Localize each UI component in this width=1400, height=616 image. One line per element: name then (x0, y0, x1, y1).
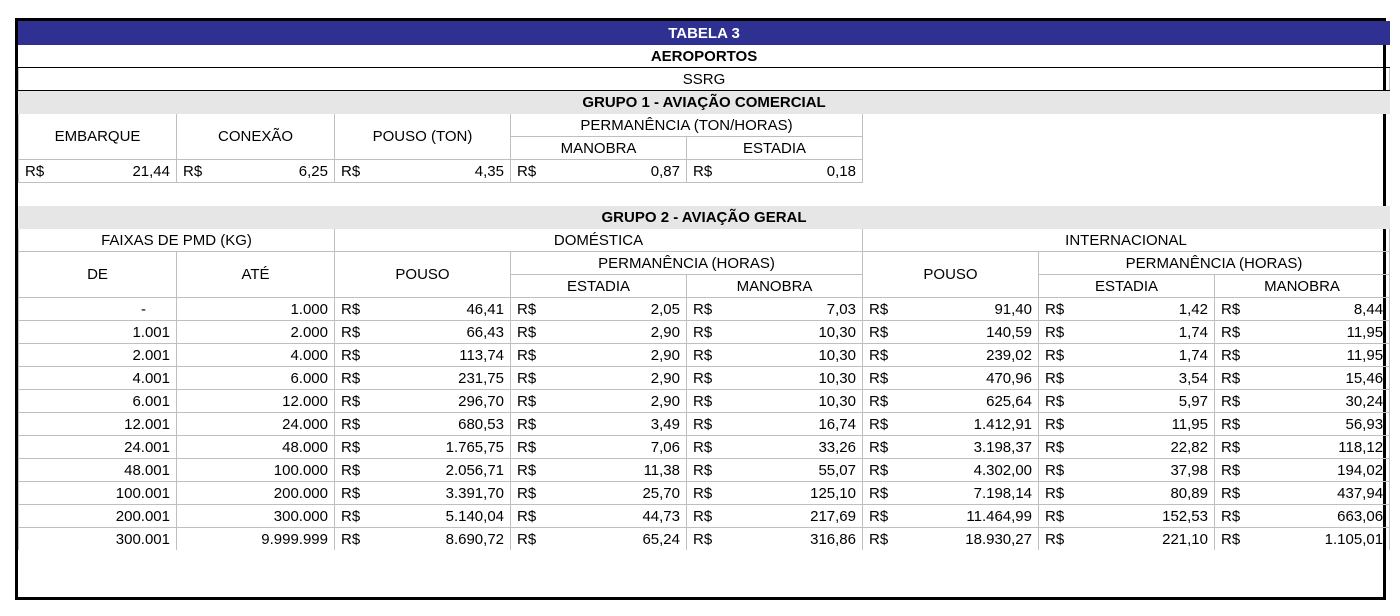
currency-symbol: R$ (869, 484, 889, 502)
fee-i-manobra (1215, 321, 1390, 344)
currency-symbol: R$ (341, 415, 361, 433)
range-from: 12.001 (19, 413, 177, 436)
header-int-estadia: ESTADIA (1039, 275, 1215, 298)
fee-i-pouso (863, 413, 1039, 436)
amount: 437,94 (1337, 484, 1384, 502)
fee-d-manobra (687, 482, 863, 505)
fee-i-pouso (863, 459, 1039, 482)
fee-d-estadia (511, 436, 687, 459)
range-from: 1.001 (19, 321, 177, 344)
range-to: 48.000 (177, 436, 335, 459)
amount: 194,02 (1337, 461, 1384, 479)
currency-symbol: R$ (869, 346, 889, 364)
tariff-table (18, 21, 1390, 550)
table-row (19, 482, 1390, 505)
airport-code: SSRG (19, 68, 1390, 91)
range-from: - (19, 298, 177, 321)
fee-i-pouso (863, 505, 1039, 528)
header-g1-manobra: MANOBRA (511, 137, 687, 160)
fee-i-manobra (1215, 367, 1390, 390)
range-to: 100.000 (177, 459, 335, 482)
fee-d-pouso (335, 413, 511, 436)
amount: 1.105,01 (1324, 530, 1384, 548)
amount: 118,12 (1338, 438, 1384, 456)
fee-d-pouso (335, 390, 511, 413)
currency-symbol: R$ (869, 300, 889, 318)
g1-value-manobra (511, 160, 687, 183)
range-to: 300.000 (177, 505, 335, 528)
amount: 3,49 (650, 415, 680, 433)
fee-i-manobra (1215, 436, 1390, 459)
currency-symbol: R$ (693, 300, 713, 318)
currency-symbol: R$ (693, 530, 713, 548)
amount: 8,44 (1353, 300, 1384, 318)
amount: 11.464,99 (966, 507, 1032, 525)
fee-i-manobra (1215, 298, 1390, 321)
table-row (19, 505, 1390, 528)
currency-symbol: R$ (341, 369, 361, 387)
amount: 1,74 (1178, 346, 1208, 364)
currency-symbol: R$ (1045, 530, 1065, 548)
amount: 316,86 (810, 530, 856, 548)
header-int-permanencia: PERMANÊNCIA (HORAS) (1039, 252, 1390, 275)
currency-symbol: R$ (693, 415, 713, 433)
currency-symbol: R$ (1045, 369, 1065, 387)
amount: 1,74 (1178, 323, 1208, 341)
g1-value-conexao (177, 160, 335, 183)
currency-symbol: R$ (517, 392, 537, 410)
fee-i-estadia (1039, 321, 1215, 344)
fee-i-pouso (863, 436, 1039, 459)
amount: 10,30 (818, 323, 856, 341)
amount: 10,30 (818, 369, 856, 387)
header-permanencia-ton-horas: PERMANÊNCIA (TON/HORAS) (511, 114, 863, 137)
fee-i-manobra (1215, 413, 1390, 436)
currency-symbol: R$ (693, 162, 713, 180)
fee-d-estadia (511, 459, 687, 482)
fee-d-pouso (335, 367, 511, 390)
table-row (19, 528, 1390, 551)
currency-symbol: R$ (1045, 392, 1065, 410)
fee-d-manobra (687, 298, 863, 321)
fee-d-estadia (511, 505, 687, 528)
table-title: TABELA 3 (19, 22, 1390, 45)
fee-i-pouso (863, 482, 1039, 505)
fee-d-pouso (335, 436, 511, 459)
range-from: 100.001 (19, 482, 177, 505)
amount: 625,64 (986, 392, 1032, 410)
currency-symbol: R$ (341, 323, 361, 341)
currency-symbol: R$ (1045, 346, 1065, 364)
fee-d-pouso (335, 298, 511, 321)
range-to: 200.000 (177, 482, 335, 505)
fee-d-manobra (687, 321, 863, 344)
header-internacional: INTERNACIONAL (863, 229, 1390, 252)
g1-value-embarque (19, 160, 177, 183)
currency-symbol: R$ (1045, 323, 1065, 341)
amount: 2,90 (650, 323, 680, 341)
amount: 113,74 (459, 346, 504, 364)
amount: 30,24 (1345, 392, 1384, 410)
fee-d-manobra (687, 505, 863, 528)
fee-i-manobra (1215, 390, 1390, 413)
currency-symbol: R$ (693, 438, 713, 456)
range-from: 6.001 (19, 390, 177, 413)
fee-d-estadia (511, 482, 687, 505)
amount: 7,03 (826, 300, 856, 318)
range-to: 24.000 (177, 413, 335, 436)
amount: 2.056,71 (445, 461, 504, 479)
amount: 1,42 (1178, 300, 1208, 318)
currency-symbol: R$ (693, 392, 713, 410)
header-int-pouso: POUSO (863, 252, 1039, 298)
fee-d-manobra (687, 528, 863, 551)
amount: 470,96 (986, 369, 1032, 387)
currency-symbol: R$ (341, 507, 361, 525)
currency-symbol: R$ (1045, 415, 1065, 433)
amount: 18.930,27 (965, 530, 1032, 548)
fee-d-estadia (511, 528, 687, 551)
header-dom-pouso: POUSO (335, 252, 511, 298)
currency-symbol: R$ (1221, 415, 1241, 433)
currency-symbol: R$ (1221, 346, 1241, 364)
fee-d-pouso (335, 482, 511, 505)
fee-i-estadia (1039, 390, 1215, 413)
currency-symbol: R$ (1221, 507, 1241, 525)
currency-symbol: R$ (693, 369, 713, 387)
amount: 2,05 (650, 300, 680, 318)
range-to: 2.000 (177, 321, 335, 344)
amount: 11,95 (1346, 346, 1384, 364)
fee-d-estadia (511, 298, 687, 321)
range-from: 24.001 (19, 436, 177, 459)
amount: 2,90 (650, 369, 680, 387)
fee-i-manobra (1215, 505, 1390, 528)
currency-symbol: R$ (693, 461, 713, 479)
amount: 10,30 (818, 346, 856, 364)
fee-i-pouso (863, 321, 1039, 344)
amount: 16,74 (818, 415, 856, 433)
fee-i-pouso (863, 390, 1039, 413)
amount: 296,70 (458, 392, 504, 410)
grupo1-heading: GRUPO 1 - AVIAÇÃO COMERCIAL (19, 91, 1390, 114)
table-row (19, 390, 1390, 413)
currency-symbol: R$ (1221, 438, 1241, 456)
fee-d-estadia (511, 321, 687, 344)
table-row (19, 298, 1390, 321)
currency-symbol: R$ (517, 162, 537, 180)
amount: 140,59 (986, 323, 1032, 341)
tariff-sheet (15, 18, 1386, 600)
amount: 15,46 (1345, 369, 1384, 387)
currency-symbol: R$ (341, 461, 361, 479)
header-g1-estadia: ESTADIA (687, 137, 863, 160)
amount: 3.391,70 (445, 484, 504, 502)
table-subtitle: AEROPORTOS (19, 45, 1390, 68)
range-to: 4.000 (177, 344, 335, 367)
fee-i-pouso (863, 528, 1039, 551)
fee-i-estadia (1039, 298, 1215, 321)
header-ate: ATÉ (177, 252, 335, 298)
currency-symbol: R$ (869, 392, 889, 410)
currency-symbol: R$ (1045, 438, 1065, 456)
currency-symbol: R$ (1045, 507, 1065, 525)
currency-symbol: R$ (693, 484, 713, 502)
amount: 2,90 (650, 392, 680, 410)
currency-symbol: R$ (869, 438, 889, 456)
amount: 22,82 (1170, 438, 1208, 456)
currency-symbol: R$ (1221, 392, 1241, 410)
currency-symbol: R$ (869, 369, 889, 387)
g1-value-pouso-ton (335, 160, 511, 183)
header-dom-manobra: MANOBRA (687, 275, 863, 298)
fee-d-pouso (335, 528, 511, 551)
currency-symbol: R$ (517, 346, 537, 364)
currency-symbol: R$ (517, 323, 537, 341)
fee-d-pouso (335, 321, 511, 344)
range-to: 1.000 (177, 298, 335, 321)
amount: 1.412,91 (973, 415, 1032, 433)
g1-value-estadia (687, 160, 863, 183)
fee-d-estadia (511, 413, 687, 436)
currency-symbol: R$ (1045, 484, 1065, 502)
fee-d-manobra (687, 390, 863, 413)
currency-symbol: R$ (693, 507, 713, 525)
fee-d-estadia (511, 367, 687, 390)
amount: 91,40 (994, 300, 1032, 318)
amount: 239,02 (986, 346, 1032, 364)
fee-i-pouso (863, 367, 1039, 390)
currency-symbol: R$ (517, 300, 537, 318)
currency-symbol: R$ (517, 369, 537, 387)
amount: 46,41 (466, 300, 504, 318)
range-from: 48.001 (19, 459, 177, 482)
currency-symbol: R$ (517, 461, 537, 479)
currency-symbol: R$ (869, 507, 889, 525)
amount: 1.765,75 (445, 438, 504, 456)
range-from: 300.001 (19, 528, 177, 551)
currency-symbol: R$ (869, 461, 889, 479)
fee-d-manobra (687, 459, 863, 482)
currency-symbol: R$ (869, 323, 889, 341)
amount: 5,97 (1178, 392, 1208, 410)
fee-d-manobra (687, 367, 863, 390)
fee-i-estadia (1039, 413, 1215, 436)
fee-i-estadia (1039, 528, 1215, 551)
amount: 6,25 (298, 162, 328, 180)
fee-d-pouso (335, 344, 511, 367)
fee-d-manobra (687, 344, 863, 367)
currency-symbol: R$ (25, 162, 45, 180)
amount: 221,10 (1162, 530, 1208, 548)
amount: 0,18 (826, 162, 856, 180)
amount: 56,93 (1345, 415, 1384, 433)
range-from: 200.001 (19, 505, 177, 528)
header-domestica: DOMÉSTICA (335, 229, 863, 252)
table-row (19, 367, 1390, 390)
table-row (19, 436, 1390, 459)
currency-symbol: R$ (869, 415, 889, 433)
amount: 7.198,14 (973, 484, 1032, 502)
currency-symbol: R$ (341, 392, 361, 410)
range-from: 2.001 (19, 344, 177, 367)
amount: 37,98 (1170, 461, 1208, 479)
fee-i-manobra (1215, 344, 1390, 367)
header-conexao: CONEXÃO (177, 114, 335, 160)
currency-symbol: R$ (341, 484, 361, 502)
fee-d-estadia (511, 390, 687, 413)
amount: 152,53 (1162, 507, 1208, 525)
currency-symbol: R$ (341, 300, 361, 318)
range-from: 4.001 (19, 367, 177, 390)
currency-symbol: R$ (1045, 461, 1065, 479)
fee-d-manobra (687, 436, 863, 459)
currency-symbol: R$ (183, 162, 203, 180)
amount: 11,95 (1346, 323, 1384, 341)
fee-i-estadia (1039, 505, 1215, 528)
amount: 2,90 (650, 346, 680, 364)
fee-i-estadia (1039, 436, 1215, 459)
amount: 5.140,04 (445, 507, 504, 525)
amount: 231,75 (458, 369, 504, 387)
amount: 4.302,00 (973, 461, 1032, 479)
currency-symbol: R$ (517, 484, 537, 502)
header-embarque: EMBARQUE (19, 114, 177, 160)
fee-i-estadia (1039, 459, 1215, 482)
header-faixas-pmd: FAIXAS DE PMD (KG) (19, 229, 335, 252)
header-dom-permanencia: PERMANÊNCIA (HORAS) (511, 252, 863, 275)
fee-d-manobra (687, 413, 863, 436)
amount: 33,26 (818, 438, 856, 456)
amount: 663,06 (1337, 507, 1384, 525)
currency-symbol: R$ (517, 415, 537, 433)
fee-d-estadia (511, 344, 687, 367)
fee-i-estadia (1039, 344, 1215, 367)
currency-symbol: R$ (869, 530, 889, 548)
header-de: DE (19, 252, 177, 298)
fee-i-manobra (1215, 528, 1390, 551)
amount: 4,35 (474, 162, 504, 180)
header-pouso-ton: POUSO (TON) (335, 114, 511, 160)
currency-symbol: R$ (517, 530, 537, 548)
fee-i-pouso (863, 298, 1039, 321)
currency-symbol: R$ (693, 323, 713, 341)
amount: 125,10 (810, 484, 856, 502)
range-to: 9.999.999 (177, 528, 335, 551)
currency-symbol: R$ (1221, 323, 1241, 341)
currency-symbol: R$ (517, 507, 537, 525)
amount: 8.690,72 (445, 530, 504, 548)
currency-symbol: R$ (1221, 461, 1241, 479)
amount: 21,44 (132, 162, 170, 180)
amount: 80,89 (1170, 484, 1208, 502)
amount: 25,70 (642, 484, 680, 502)
table-row (19, 321, 1390, 344)
grupo2-heading: GRUPO 2 - AVIAÇÃO GERAL (19, 206, 1390, 229)
currency-symbol: R$ (341, 438, 361, 456)
fee-i-manobra (1215, 482, 1390, 505)
fee-i-manobra (1215, 459, 1390, 482)
amount: 65,24 (642, 530, 680, 548)
amount: 55,07 (818, 461, 856, 479)
amount: 3.198,37 (973, 438, 1032, 456)
currency-symbol: R$ (693, 346, 713, 364)
currency-symbol: R$ (517, 438, 537, 456)
header-int-manobra: MANOBRA (1215, 275, 1390, 298)
currency-symbol: R$ (341, 346, 361, 364)
fee-d-pouso (335, 459, 511, 482)
amount: 44,73 (642, 507, 680, 525)
amount: 11,38 (643, 461, 680, 479)
table-row (19, 413, 1390, 436)
amount: 66,43 (466, 323, 504, 341)
amount: 7,06 (650, 438, 680, 456)
currency-symbol: R$ (1045, 300, 1065, 318)
currency-symbol: R$ (341, 530, 361, 548)
header-dom-estadia: ESTADIA (511, 275, 687, 298)
fee-i-pouso (863, 344, 1039, 367)
amount: 3,54 (1178, 369, 1208, 387)
amount: 11,95 (1171, 415, 1208, 433)
amount: 10,30 (818, 392, 856, 410)
range-to: 12.000 (177, 390, 335, 413)
table-row (19, 459, 1390, 482)
range-to: 6.000 (177, 367, 335, 390)
currency-symbol: R$ (1221, 300, 1241, 318)
table-row (19, 344, 1390, 367)
fee-i-estadia (1039, 367, 1215, 390)
amount: 680,53 (458, 415, 504, 433)
amount: 0,87 (650, 162, 680, 180)
amount: 217,69 (810, 507, 856, 525)
currency-symbol: R$ (1221, 484, 1241, 502)
currency-symbol: R$ (1221, 530, 1241, 548)
currency-symbol: R$ (1221, 369, 1241, 387)
fee-i-estadia (1039, 482, 1215, 505)
fee-d-pouso (335, 505, 511, 528)
currency-symbol: R$ (341, 162, 361, 180)
